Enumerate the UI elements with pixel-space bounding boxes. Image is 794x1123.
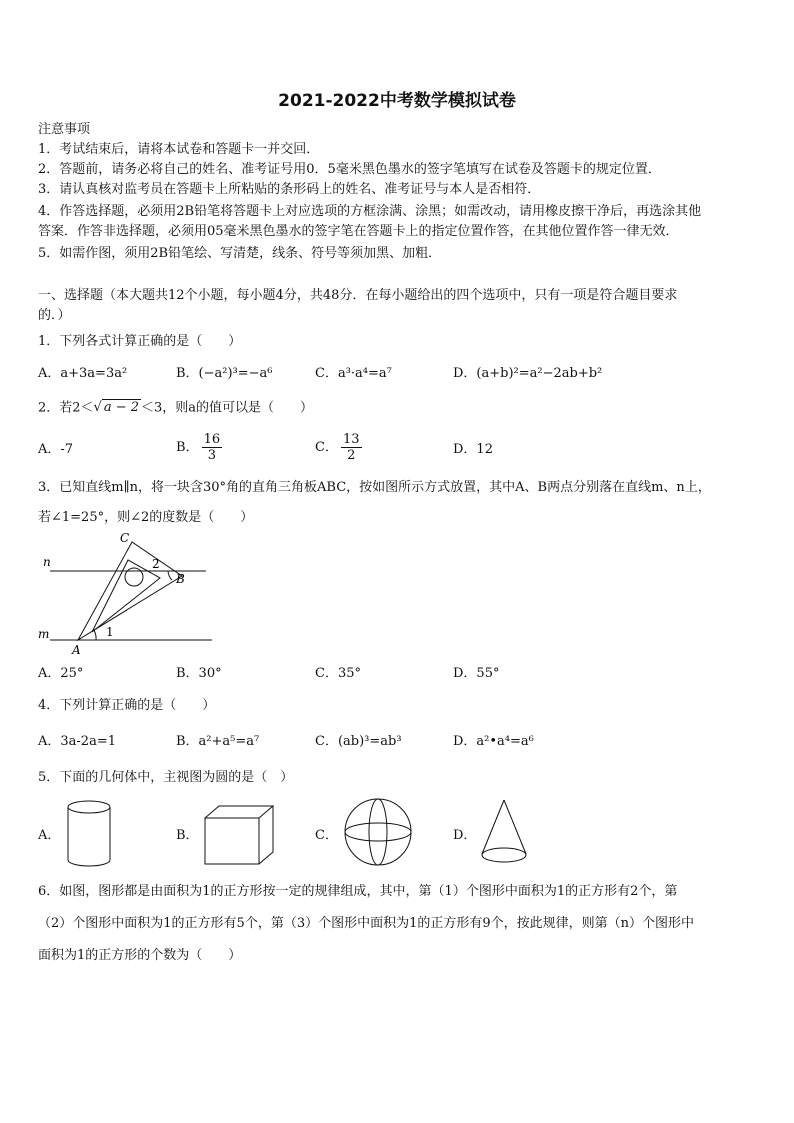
q5-option-b[interactable]: B． <box>176 828 199 843</box>
q5-option-c[interactable]: C． <box>315 828 338 843</box>
q6-stem: 6．如图，图形都是由面积为1的正方形按一定的规律组成，其中，第（1）个图形中面积为1的正方形有2个，第 <box>38 884 678 899</box>
fraction-c-denominator: 2 <box>347 448 356 463</box>
q4-option-a[interactable]: A．3a-2a=1 <box>38 734 116 749</box>
sphere-icon <box>342 796 414 868</box>
q5-option-a[interactable]: A． <box>38 828 61 843</box>
note-1: 1．考试结束后，请将本试卷和答题卡一并交回． <box>38 142 320 157</box>
q1-option-b[interactable]: B．(−a²)³=−a⁶ <box>176 366 273 381</box>
note-4-cont: 答案．作答非选择题，必须用05毫米黑色墨水的签字笔在答题卡上的指定位置作答，在其他位置作答一律无效． <box>38 224 679 239</box>
note-3: 3．请认真核对监考员在答题卡上所粘贴的条形码上的姓名、准考证号与本人是否相符． <box>38 182 541 197</box>
angle-2-arc <box>168 571 172 580</box>
q3-option-d[interactable]: D．55° <box>453 666 500 681</box>
notes-heading: 注意事项 <box>38 122 91 137</box>
q2-option-a[interactable]: A．-7 <box>38 442 74 457</box>
label-n: n <box>43 555 51 569</box>
cylinder-icon <box>64 798 114 870</box>
q3-stem-cont: 若∠1=25°，则∠2的度数是（ ） <box>38 510 254 525</box>
cone-icon <box>478 798 530 868</box>
q5-stem: 5．下面的几何体中，主视图为圆的是（ ） <box>38 770 294 785</box>
q6-stem-cont-2: 面积为1的正方形的个数为（ ） <box>38 948 242 963</box>
q3-stem: 3．已知直线m∥n，将一块含30°角的直角三角板ABC，按如图所示方式放置，其中A、B两点分别落在直线m、n上， <box>38 480 711 495</box>
angle-1-arc <box>94 630 96 640</box>
q1-option-d[interactable]: D．(a+b)²=a²−2ab+b² <box>453 366 603 381</box>
triangle-abc <box>78 542 182 640</box>
section-header: 一、选择题（本大题共12个小题，每小题4分，共48分．在每小题给出的四个选项中，只有一项是符合题目要求 <box>38 288 678 303</box>
q4-option-c[interactable]: C．(ab)³=ab³ <box>315 734 402 749</box>
fraction-b-numerator: 16 <box>203 432 221 447</box>
page-title: 2021-2022中考数学模拟试卷 <box>278 91 516 111</box>
q3-option-a[interactable]: A．25° <box>38 666 84 681</box>
q2-radicand: a − 2 <box>103 400 140 415</box>
q1-stem: 1．下列各式计算正确的是（ ） <box>38 334 242 349</box>
label-a: A <box>72 643 81 657</box>
note-2: 2．答题前，请务必将自己的姓名、准考证号用0．5毫米黑色墨水的签字笔填写在试卷及答题卡的规定位置． <box>38 162 661 177</box>
q2-option-c[interactable] <box>315 432 365 463</box>
q3-option-b[interactable]: B．30° <box>176 666 222 681</box>
q3-option-c[interactable]: C．35° <box>315 666 361 681</box>
q2-option-b[interactable] <box>176 432 225 463</box>
q4-stem: 4．下列计算正确的是（ ） <box>38 698 216 713</box>
cube-icon <box>203 804 275 866</box>
q2-stem <box>38 398 313 419</box>
q4-option-d[interactable]: D．a²•a⁴=a⁶ <box>453 734 534 749</box>
q2-stem-prefix: 2．若2＜ <box>38 400 94 416</box>
note-5: 5．如需作图，须用2B铅笔绘、写清楚，线条、符号等须加黑、加粗． <box>38 246 442 261</box>
q2-stem-suffix: ＜3，则a的值可以是（ ） <box>141 400 314 416</box>
label-angle-2: 2 <box>152 557 160 571</box>
fraction-c <box>341 432 362 463</box>
label-m: m <box>38 627 50 641</box>
q2-option-d[interactable]: D．12 <box>453 442 493 457</box>
fraction-c-numerator: 13 <box>342 432 360 447</box>
label-angle-1: 1 <box>106 625 114 639</box>
note-4: 4．作答选择题，必须用2B铅笔将答题卡上对应选项的方框涂满、涂黑；如需改动，请用橡皮擦干净后，再选涂其他 <box>38 204 702 219</box>
label-b: B <box>176 572 185 586</box>
sqrt-expression <box>94 398 141 418</box>
fraction-b <box>202 432 223 463</box>
label-c: C <box>120 531 130 545</box>
q2-option-b-label: B． <box>176 440 199 455</box>
fraction-b-denominator: 3 <box>207 448 216 463</box>
q3-figure <box>30 528 230 658</box>
q4-option-b[interactable]: B．a²+a⁵=a⁷ <box>176 734 260 749</box>
q6-stem-cont-1: （2）个图形中面积为1的正方形有5个，第（3）个图形中面积为1的正方形有9个，按此规律，则第（n）个图形中 <box>38 916 694 931</box>
q1-option-a[interactable]: A．a+3a=3a² <box>38 366 128 381</box>
q1-option-c[interactable]: C．a³·a⁴=a⁷ <box>315 366 392 381</box>
q5-option-d[interactable]: D． <box>453 828 477 843</box>
q2-option-c-label: C． <box>315 440 338 455</box>
section-header-cont: 的．） <box>38 308 71 323</box>
radical-sign-icon: √ <box>93 400 102 415</box>
